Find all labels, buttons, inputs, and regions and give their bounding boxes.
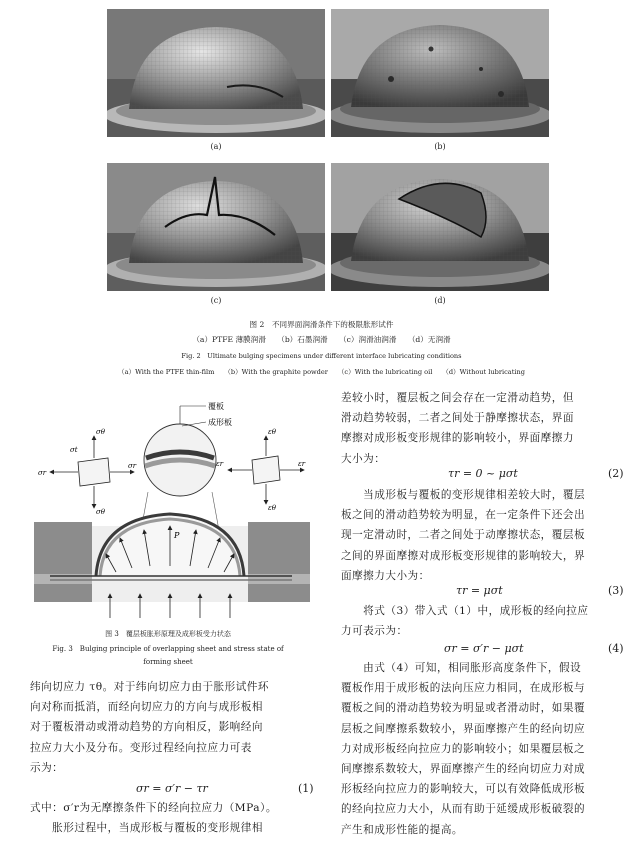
die-right bbox=[248, 522, 310, 602]
equation-1-number: (1) bbox=[298, 782, 314, 795]
svg-text:σθ: σθ bbox=[96, 508, 105, 516]
specimen-photo-d bbox=[331, 163, 549, 291]
svg-text:εθ: εθ bbox=[268, 504, 276, 512]
svg-text:σθ: σθ bbox=[96, 428, 105, 436]
pressure-label: P bbox=[174, 531, 180, 540]
fig2-caption-zh: 图 2 不同界面润滑条件下的极限胀形试件 bbox=[249, 320, 394, 329]
label-forming-sheet: 成形板 bbox=[208, 418, 232, 427]
fig2-subcaption-zh: （a）PTFE 薄膜润滑 （b）石墨润滑 （c）润滑油润滑 （d）无润滑 bbox=[192, 335, 451, 344]
panel-label-d: (d) bbox=[434, 296, 446, 305]
specimen-photo-c bbox=[107, 163, 325, 291]
right-paragraph-2: 当成形板与覆板的变形规律相差较大时，覆层 板之间的滑动趋势较为明显，在一定条件下还会出 现一定滑动时，二者之间处于动摩擦状态，覆层板 之间的界面摩擦对成形板变形规律的影响较大，界 面摩擦力大小为： bbox=[341, 489, 586, 582]
equation-2: τr = 0 ~ μσt bbox=[448, 467, 518, 480]
panel-label-b: (b) bbox=[434, 142, 446, 151]
equation-2-number: (2) bbox=[608, 467, 624, 480]
label-cover-sheet: 覆板 bbox=[208, 402, 224, 411]
fig3-caption-en-1: Fig. 3 Bulging principle of overlapping sheet and stress state of bbox=[52, 645, 284, 653]
bulging-principle-diagram bbox=[30, 396, 320, 622]
panel-label-c: (c) bbox=[210, 296, 222, 305]
fig2-caption-en: Fig. 2 Ultimate bulging specimens under different interface lubricating conditions bbox=[181, 352, 462, 360]
equation-4-number: (4) bbox=[608, 642, 624, 655]
svg-text:σr: σr bbox=[128, 462, 137, 470]
stress-element-right bbox=[216, 428, 306, 512]
fig3-caption-zh: 图 3 覆层板胀形原理及成形板受力状态 bbox=[105, 630, 231, 638]
specimen-photo-a bbox=[107, 9, 325, 137]
left-paragraph-2: 胀形过程中，当成形板与覆板的变形规律相 bbox=[30, 822, 263, 834]
svg-text:εr: εr bbox=[298, 460, 306, 468]
where-clause: 式中：σ′r为无摩擦条件下的经向拉应力（MPa）。 bbox=[30, 802, 277, 814]
equation-1: σr = σ′r − τr bbox=[136, 782, 208, 795]
right-paragraph-1: 差较小时，覆层板之间会存在一定滑动趋势，但 滑动趋势较弱，二者之间处于静摩擦状态，界面 摩擦对成形板变形规律的影响较小，界面摩擦力 大小为： bbox=[341, 392, 574, 465]
left-paragraph-1: 纬向切应力 τθ。对于纬向切应力由于胀形试件环 向对称而抵消，而经向切应力的方向与成形板相 对于覆板滑动或滑动趋势的方向相反，影响经向 拉应力大小及分布。变形过程经向拉应力可表 示为： bbox=[30, 681, 269, 774]
right-paragraph-3: 将式（3）带入式（1）中，成形板的经向拉应 力可表示为： bbox=[341, 605, 589, 638]
right-paragraph-4: 由式（4）可知，相同胀形高度条件下，假设 覆板作用于成形板的法向压应力相同，在成形板与 覆板之间的滑动趋势较为明显或者滑动时，如果覆 层板之间摩擦系数较小，界面摩擦产生的经向切应 力对成形板经向拉应力的影响较小；如果覆层板之 间摩擦系数较大，界面摩擦产生的经向切应力对成 形板经向拉应力的影响较大，可以有效降低成形板 的经向拉应力大小，从而有助于延缓成形板破裂的 产生和成形性能的提高。 bbox=[341, 662, 586, 836]
svg-text:εr: εr bbox=[216, 460, 224, 468]
equation-4: σr = σ′r − μσt bbox=[444, 642, 524, 655]
svg-text:εθ: εθ bbox=[268, 428, 276, 436]
specimen-photo-b bbox=[331, 9, 549, 137]
equation-3-number: (3) bbox=[608, 584, 624, 597]
svg-text:σr: σr bbox=[38, 469, 47, 477]
stress-element-left bbox=[38, 428, 137, 516]
fig3-caption-en-2: forming sheet bbox=[143, 658, 193, 666]
die-left bbox=[34, 522, 92, 602]
svg-text:σt: σt bbox=[70, 446, 78, 454]
equation-3: τr = μσt bbox=[456, 584, 503, 597]
fig2-subcaption-en: （a）With the PTFE thin-film （b）With the graphite powder （c）With the lubricating oil （d）Without lubricating bbox=[118, 368, 525, 376]
panel-label-a: (a) bbox=[210, 142, 222, 151]
